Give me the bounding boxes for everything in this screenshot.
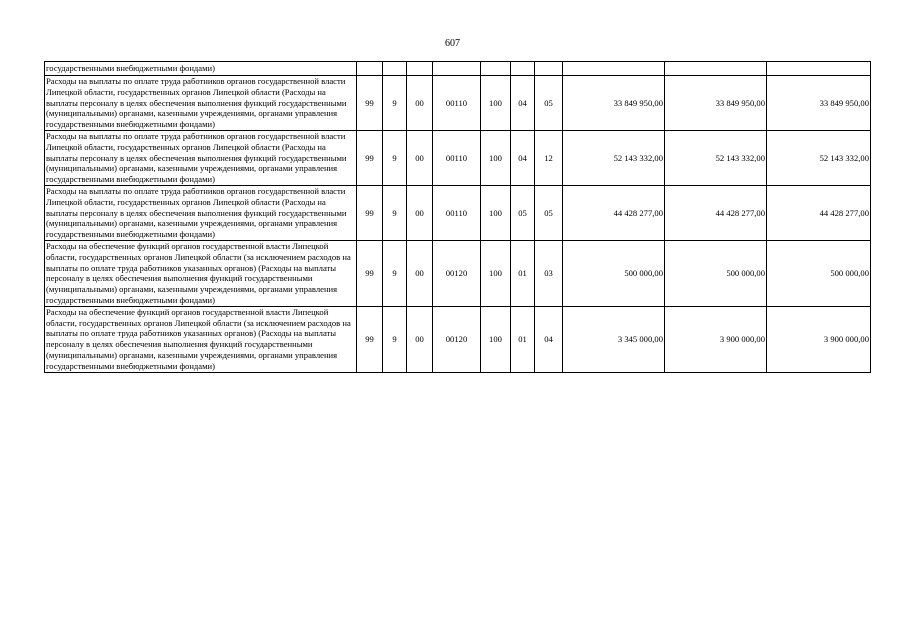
amount-year-2 bbox=[665, 62, 767, 76]
section-code bbox=[511, 62, 535, 76]
group-code: 00 bbox=[407, 240, 433, 306]
subprogram-code bbox=[383, 62, 407, 76]
expense-type-code: 100 bbox=[481, 76, 511, 131]
subprogram-code: 9 bbox=[383, 130, 407, 185]
table-body bbox=[45, 62, 871, 373]
section-code: 04 bbox=[511, 76, 535, 131]
subsection-code: 05 bbox=[535, 185, 563, 240]
group-code: 00 bbox=[407, 185, 433, 240]
amount-year-2: 44 428 277,00 bbox=[665, 185, 767, 240]
amount-year-3 bbox=[767, 62, 871, 76]
amount-year-1: 44 428 277,00 bbox=[563, 185, 665, 240]
program-code: 99 bbox=[357, 130, 383, 185]
amount-year-1: 52 143 332,00 bbox=[563, 130, 665, 185]
group-code bbox=[407, 62, 433, 76]
subprogram-code: 9 bbox=[383, 185, 407, 240]
direction-code: 00110 bbox=[433, 185, 481, 240]
subsection-code: 03 bbox=[535, 240, 563, 306]
amount-year-3: 44 428 277,00 bbox=[767, 185, 871, 240]
amount-year-2: 3 900 000,00 bbox=[665, 306, 767, 372]
amount-year-2: 33 849 950,00 bbox=[665, 76, 767, 131]
expense-type-code bbox=[481, 62, 511, 76]
table-row bbox=[45, 185, 871, 240]
page-number: 607 bbox=[445, 38, 460, 49]
table-row bbox=[45, 62, 871, 76]
subsection-code: 05 bbox=[535, 76, 563, 131]
program-code: 99 bbox=[357, 76, 383, 131]
row-description: Расходы на выплаты по оплате труда работников органов государственной власти Липецкой области, государственных органов Липецкой области (Расходы на выплаты персоналу в целях обеспечения выполнения функций государственными (муниципальными) органами, казенными учреждениями, органами управления государственными внебюджетными фондами) bbox=[45, 76, 357, 131]
section-code: 04 bbox=[511, 130, 535, 185]
section-code: 01 bbox=[511, 240, 535, 306]
table-row bbox=[45, 240, 871, 306]
direction-code: 00110 bbox=[433, 130, 481, 185]
group-code: 00 bbox=[407, 306, 433, 372]
budget-table bbox=[44, 61, 871, 373]
expense-type-code: 100 bbox=[481, 306, 511, 372]
amount-year-1: 500 000,00 bbox=[563, 240, 665, 306]
section-code: 01 bbox=[511, 306, 535, 372]
subprogram-code: 9 bbox=[383, 306, 407, 372]
table-row bbox=[45, 76, 871, 131]
subprogram-code: 9 bbox=[383, 76, 407, 131]
program-code: 99 bbox=[357, 240, 383, 306]
group-code: 00 bbox=[407, 76, 433, 131]
row-description: Расходы на выплаты по оплате труда работников органов государственной власти Липецкой области, государственных органов Липецкой области (Расходы на выплаты персоналу в целях обеспечения выполнения функций государственными (муниципальными) органами, казенными учреждениями, органами управления государственными внебюджетными фондами) bbox=[45, 185, 357, 240]
amount-year-2: 52 143 332,00 bbox=[665, 130, 767, 185]
subsection-code bbox=[535, 62, 563, 76]
section-code: 05 bbox=[511, 185, 535, 240]
direction-code: 00120 bbox=[433, 240, 481, 306]
program-code: 99 bbox=[357, 185, 383, 240]
amount-year-3: 500 000,00 bbox=[767, 240, 871, 306]
amount-year-3: 33 849 950,00 bbox=[767, 76, 871, 131]
table-row bbox=[45, 130, 871, 185]
amount-year-3: 52 143 332,00 bbox=[767, 130, 871, 185]
amount-year-1 bbox=[563, 62, 665, 76]
direction-code: 00110 bbox=[433, 76, 481, 131]
table-row bbox=[45, 306, 871, 372]
amount-year-2: 500 000,00 bbox=[665, 240, 767, 306]
row-description: Расходы на обеспечение функций органов государственной власти Липецкой области, государственных органов Липецкой области (за исключением расходов на выплаты по оплате труда работников указанных органов) (Расходы на выплаты персоналу в целях обеспечения выполнения функций государственными (муниципальными) органами, казенными учреждениями, органами управления государственными внебюджетными фондами) bbox=[45, 306, 357, 372]
program-code: 99 bbox=[357, 306, 383, 372]
direction-code: 00120 bbox=[433, 306, 481, 372]
amount-year-1: 33 849 950,00 bbox=[563, 76, 665, 131]
row-description: Расходы на обеспечение функций органов государственной власти Липецкой области, государственных органов Липецкой области (за исключением расходов на выплаты по оплате труда работников указанных органов) (Расходы на выплаты персоналу в целях обеспечения выполнения функций государственными (муниципальными) органами, казенными учреждениями, органами управления государственными внебюджетными фондами) bbox=[45, 240, 357, 306]
amount-year-1: 3 345 000,00 bbox=[563, 306, 665, 372]
expense-type-code: 100 bbox=[481, 185, 511, 240]
row-description: Расходы на выплаты по оплате труда работников органов государственной власти Липецкой области, государственных органов Липецкой области (Расходы на выплаты персоналу в целях обеспечения выполнения функций государственными (муниципальными) органами, казенными учреждениями, органами управления государственными внебюджетными фондами) bbox=[45, 130, 357, 185]
expense-type-code: 100 bbox=[481, 240, 511, 306]
subsection-code: 12 bbox=[535, 130, 563, 185]
subsection-code: 04 bbox=[535, 306, 563, 372]
expense-type-code: 100 bbox=[481, 130, 511, 185]
direction-code bbox=[433, 62, 481, 76]
group-code: 00 bbox=[407, 130, 433, 185]
amount-year-3: 3 900 000,00 bbox=[767, 306, 871, 372]
program-code bbox=[357, 62, 383, 76]
row-description: государственными внебюджетными фондами) bbox=[45, 62, 357, 76]
subprogram-code: 9 bbox=[383, 240, 407, 306]
